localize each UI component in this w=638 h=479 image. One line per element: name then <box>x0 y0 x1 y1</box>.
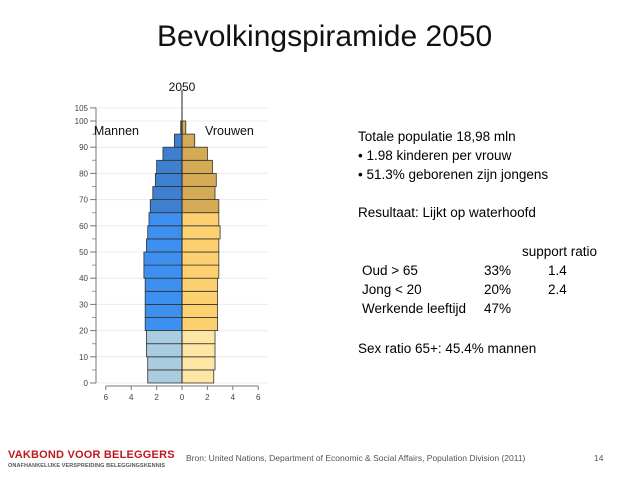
stats-row-pct: 33% <box>484 263 512 278</box>
x-tick-label: 6 <box>103 393 109 402</box>
y-tick-label: 10 <box>79 352 88 362</box>
x-tick-label: 2 <box>205 393 210 402</box>
x-tick-label: 2 <box>154 393 159 402</box>
female-bar-80-84 <box>182 160 212 173</box>
x-tick-label: 6 <box>255 393 261 402</box>
stats-row-pct: 47% <box>484 301 512 316</box>
male-bar-0-4 <box>148 370 182 383</box>
y-tick-label: 0 <box>83 379 88 388</box>
x-tick-label: 4 <box>128 393 134 402</box>
male-bar-90-94 <box>174 134 182 147</box>
stats-row <box>358 299 618 318</box>
male-bar-85-89 <box>163 147 182 160</box>
boys-born-bullet: • 51.3% geborenen zijn jongens <box>358 167 549 182</box>
legend-mannen: Mannen <box>93 124 139 138</box>
male-bar-50-54 <box>146 239 182 252</box>
male-bar-25-29 <box>145 304 182 317</box>
female-bar-25-29 <box>182 304 218 317</box>
y-tick-label: 100 <box>74 117 88 126</box>
result-text: Resultaat: Lijkt op waterhoofd <box>358 205 536 220</box>
chart-year-label: 2050 <box>168 80 196 94</box>
stats-row-label: Oud > 65 <box>362 263 418 278</box>
y-tick-label: 20 <box>79 326 88 336</box>
y-tick-label: 40 <box>79 274 88 284</box>
male-bar-5-9 <box>148 357 182 370</box>
stats-row-label: Werkende leeftijd <box>362 301 467 316</box>
vakbond-logo: VAKBOND VOOR BELEGGERS <box>8 449 175 461</box>
male-bar-60-64 <box>149 213 182 226</box>
y-tick-label: 60 <box>79 221 88 231</box>
logo-tagline: ONAFHANKELIJKE VERSPREIDING BELEGGINGSKENNIS <box>8 463 166 469</box>
y-tick-label: 105 <box>74 103 88 113</box>
male-bar-55-59 <box>148 226 182 239</box>
male-bar-30-34 <box>145 291 182 304</box>
stats-row <box>358 261 618 280</box>
female-bar-55-59 <box>182 226 220 239</box>
page-number: 14 <box>594 453 604 463</box>
female-bar-95-99 <box>182 121 186 134</box>
x-tick-label: 4 <box>230 393 236 402</box>
male-bar-15-19 <box>146 331 182 344</box>
legend-vrouwen: Vrouwen <box>205 124 254 138</box>
male-bar-80-84 <box>157 160 182 173</box>
female-bar-5-9 <box>182 357 215 370</box>
female-bar-60-64 <box>182 213 219 226</box>
y-tick-label: 30 <box>79 300 88 310</box>
slide-title: Bevolkingspiramide 2050 <box>157 20 493 53</box>
stats-table <box>358 242 618 318</box>
y-tick-label: 80 <box>79 169 88 179</box>
female-bar-65-69 <box>182 200 219 213</box>
female-bar-85-89 <box>182 147 207 160</box>
female-bar-75-79 <box>182 173 216 186</box>
y-tick-label: 70 <box>79 195 88 205</box>
male-bar-70-74 <box>153 187 182 200</box>
sex-ratio-text: Sex ratio 65+: 45.4% mannen <box>358 341 537 356</box>
female-bar-40-44 <box>182 265 219 278</box>
male-bar-45-49 <box>144 252 182 265</box>
stats-row <box>358 280 618 299</box>
source-citation: Bron: United Nations, Department of Economic & Social Affairs, Population Division (2011) <box>186 453 526 463</box>
male-bar-40-44 <box>144 265 182 278</box>
male-bar-20-24 <box>145 318 182 331</box>
female-bar-50-54 <box>182 239 219 252</box>
male-bar-65-69 <box>150 200 182 213</box>
stats-row-label: Jong < 20 <box>362 282 422 297</box>
x-tick-label: 0 <box>179 393 185 402</box>
stats-row-pct: 20% <box>484 282 512 297</box>
male-bar-75-79 <box>155 173 182 186</box>
male-bar-35-39 <box>145 278 182 291</box>
female-bar-15-19 <box>182 331 215 344</box>
fertility-bullet: • 1.98 kinderen per vrouw <box>358 148 512 163</box>
stats-row-ratio: 2.4 <box>548 282 567 297</box>
male-bar-10-14 <box>146 344 182 357</box>
support-ratio-header: support ratio <box>522 244 598 259</box>
stats-header-row <box>358 242 618 261</box>
y-tick-label: 90 <box>79 143 88 153</box>
female-bar-0-4 <box>182 370 214 383</box>
total-population-text: Totale populatie 18,98 mln <box>358 129 516 144</box>
y-tick-label: 50 <box>79 248 88 257</box>
female-bar-90-94 <box>182 134 195 147</box>
female-bar-30-34 <box>182 291 218 304</box>
population-pyramid-chart <box>68 80 283 415</box>
female-bar-70-74 <box>182 187 215 200</box>
female-bar-10-14 <box>182 344 215 357</box>
stats-row-ratio: 1.4 <box>548 263 567 278</box>
female-bar-45-49 <box>182 252 219 265</box>
female-bar-20-24 <box>182 318 218 331</box>
female-bar-35-39 <box>182 278 218 291</box>
footer <box>0 446 638 474</box>
